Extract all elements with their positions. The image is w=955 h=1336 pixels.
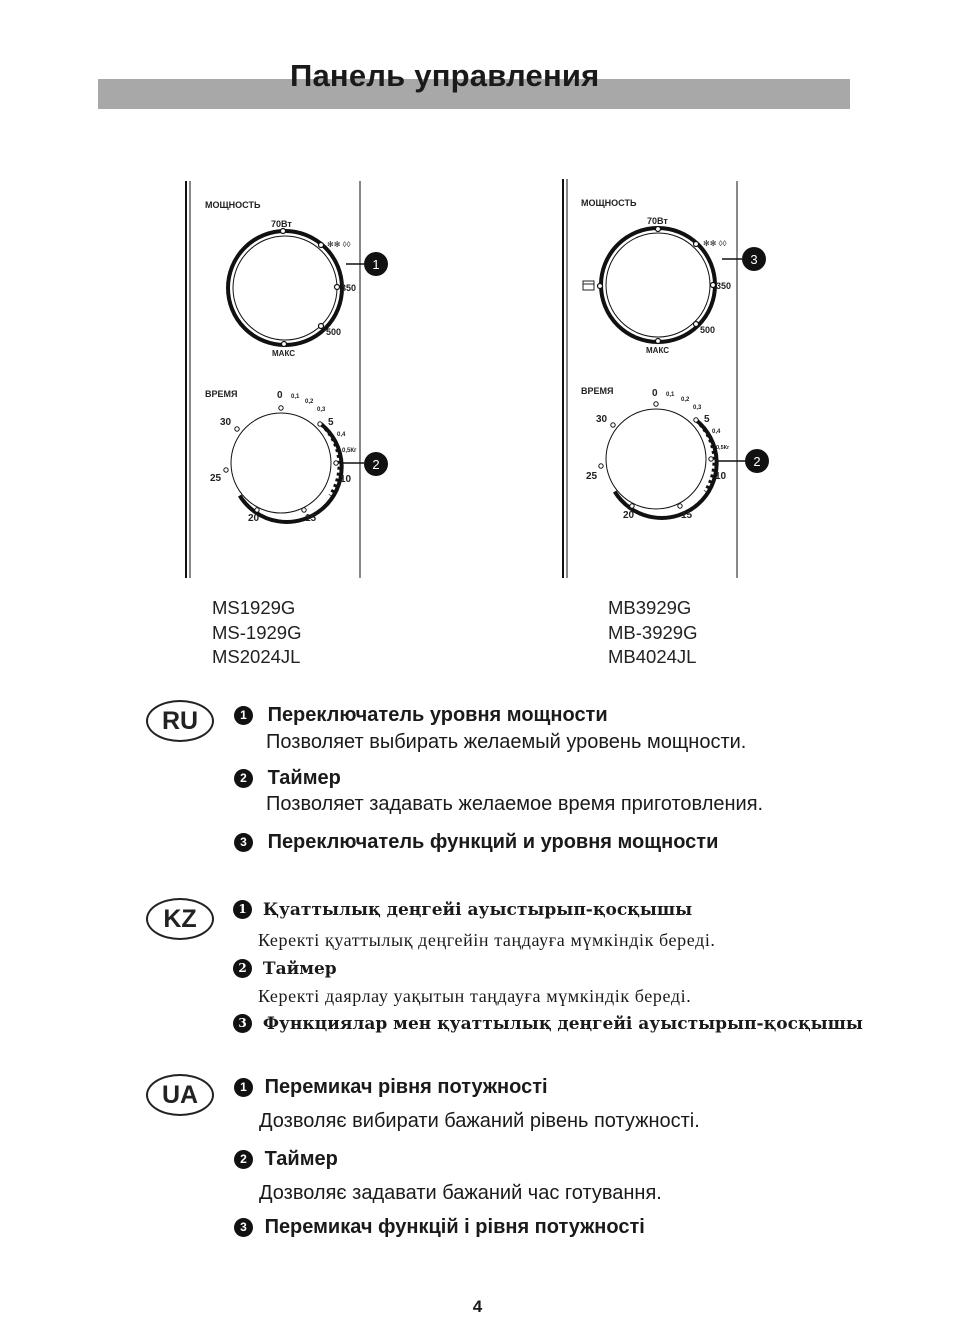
kz-item-2-desc: Керекті даярлау уақытын таңдауға мүмкіндік береді. (258, 986, 692, 1006)
number-1-icon: 1 (234, 1078, 253, 1097)
ru-item-2-title: 2 Таймер (234, 767, 341, 790)
timer-label: ВРЕМЯ (205, 389, 238, 399)
lang-badge-ua: UA (146, 1074, 214, 1116)
power-mark-70w: 70Вт (271, 219, 292, 229)
page-title: Панель управления (290, 58, 600, 93)
timer-mark-0-5kg: 0,5Кг (342, 448, 357, 454)
power-mark-350: 350 (341, 283, 357, 293)
number-2-icon: 2 (234, 1150, 253, 1169)
ua-item-1-desc: Дозволяє вибирати бажаний рівень потужності. (259, 1110, 700, 1132)
number-3-icon: 3 (234, 1218, 253, 1237)
timer-mark-15: 15 (305, 513, 317, 524)
defrost-icon: ✻✻ ◊◊ (703, 239, 727, 248)
control-panels-diagram (180, 175, 780, 585)
power-mark-500: 500 (326, 327, 342, 337)
timer-knob[interactable] (606, 409, 717, 518)
timer-mark-0-4: 0,4 (712, 429, 721, 435)
callout-3-label: 3 (750, 252, 758, 267)
defrost-icon: ✻✻ ◊◊ (327, 240, 351, 249)
timer-mark-0-5kg: 0,5Кг (716, 445, 730, 451)
power-knob[interactable] (228, 231, 342, 345)
model-name: MS-1929G (212, 621, 302, 643)
timer-mark-0-3: 0,3 (317, 407, 326, 413)
ua-item-3-title: 3 Перемикач функцій і рівня потужності (234, 1216, 645, 1239)
ru-item-2-desc: Позволяет задавать желаемое время приготовления. (266, 793, 764, 815)
timer-mark-0-2: 0,2 (305, 399, 314, 405)
right-panel (563, 179, 769, 578)
number-2-icon: 2 (233, 959, 252, 978)
kz-item-1-desc: Керекті қуаттылық деңгейін таңдауға мүмкіндік береді. (258, 930, 716, 950)
kz-item-3-title: 3 Функциялар мен қуаттылық деңгейі ауыстырып-қосқышы (233, 1014, 863, 1034)
lang-badge-ru: RU (146, 700, 214, 742)
power-mark-max: МАКС (272, 349, 295, 358)
number-1-icon: 1 (234, 706, 253, 725)
right-model-list (608, 596, 697, 670)
callout-2-label: 2 (753, 454, 761, 469)
callout-1-label: 1 (372, 257, 380, 272)
power-mark-max: МАКС (646, 346, 669, 355)
kz-item-1-title: 1 Қуаттылық деңгейі ауыстырып-қосқышы (233, 900, 692, 920)
number-3-icon: 3 (234, 833, 253, 852)
timer-mark-0: 0 (652, 388, 658, 399)
ru-item-1-desc: Позволяет выбирать желаемый уровень мощности. (266, 731, 747, 753)
timer-mark-10: 10 (715, 471, 727, 482)
timer-mark-0-3: 0,3 (693, 405, 702, 411)
ua-item-2-title: 2 Таймер (234, 1148, 338, 1171)
grill-icon (583, 281, 594, 290)
lang-badge-kz: KZ (146, 898, 214, 940)
model-name: MB4024JL (608, 646, 697, 667)
ru-item-1-title: 1 Переключатель уровня мощности (234, 704, 608, 727)
timer-mark-0-1: 0,1 (666, 392, 675, 398)
timer-mark-10: 10 (340, 474, 352, 485)
callout-2-label: 2 (372, 457, 380, 472)
model-name: MB3929G (608, 597, 692, 618)
timer-mark-30: 30 (596, 414, 608, 425)
power-mark-500: 500 (700, 325, 716, 335)
timer-mark-5: 5 (328, 417, 334, 428)
timer-mark-0-4: 0,4 (337, 432, 346, 438)
number-3-icon: 3 (233, 1014, 252, 1033)
timer-mark-0-1: 0,1 (291, 394, 300, 400)
timer-mark-5: 5 (704, 414, 710, 425)
power-label: МОЩНОСТЬ (581, 198, 637, 208)
timer-mark-0: 0 (277, 390, 283, 401)
model-name: MS2024JL (212, 646, 301, 667)
timer-mark-25: 25 (586, 471, 598, 482)
ua-item-2-desc: Дозволяє задавати бажаний час готування. (259, 1182, 662, 1204)
model-name: MS1929G (212, 597, 296, 618)
timer-mark-25: 25 (210, 473, 222, 484)
timer-mark-20: 20 (623, 510, 635, 521)
number-1-icon: 1 (233, 900, 252, 919)
page-number: 4 (472, 1297, 483, 1316)
left-panel (186, 181, 388, 578)
model-name: MB-3929G (608, 621, 698, 643)
timer-mark-30: 30 (220, 417, 232, 428)
left-model-list (212, 596, 301, 670)
timer-mark-0-2: 0,2 (681, 397, 690, 403)
timer-mark-20: 20 (248, 513, 260, 524)
timer-label: ВРЕМЯ (581, 386, 614, 396)
power-mark-70w: 70Вт (647, 216, 668, 226)
power-mark-350: 350 (716, 281, 732, 291)
power-label: МОЩНОСТЬ (205, 200, 261, 210)
timer-mark-15: 15 (681, 510, 693, 521)
timer-knob[interactable] (231, 413, 342, 522)
ru-item-3-title: 3 Переключатель функций и уровня мощности (234, 831, 718, 854)
number-2-icon: 2 (234, 769, 253, 788)
kz-item-2-title: 2 Таймер (233, 959, 337, 979)
ua-item-1-title: 1 Перемикач рівня потужності (234, 1076, 548, 1099)
